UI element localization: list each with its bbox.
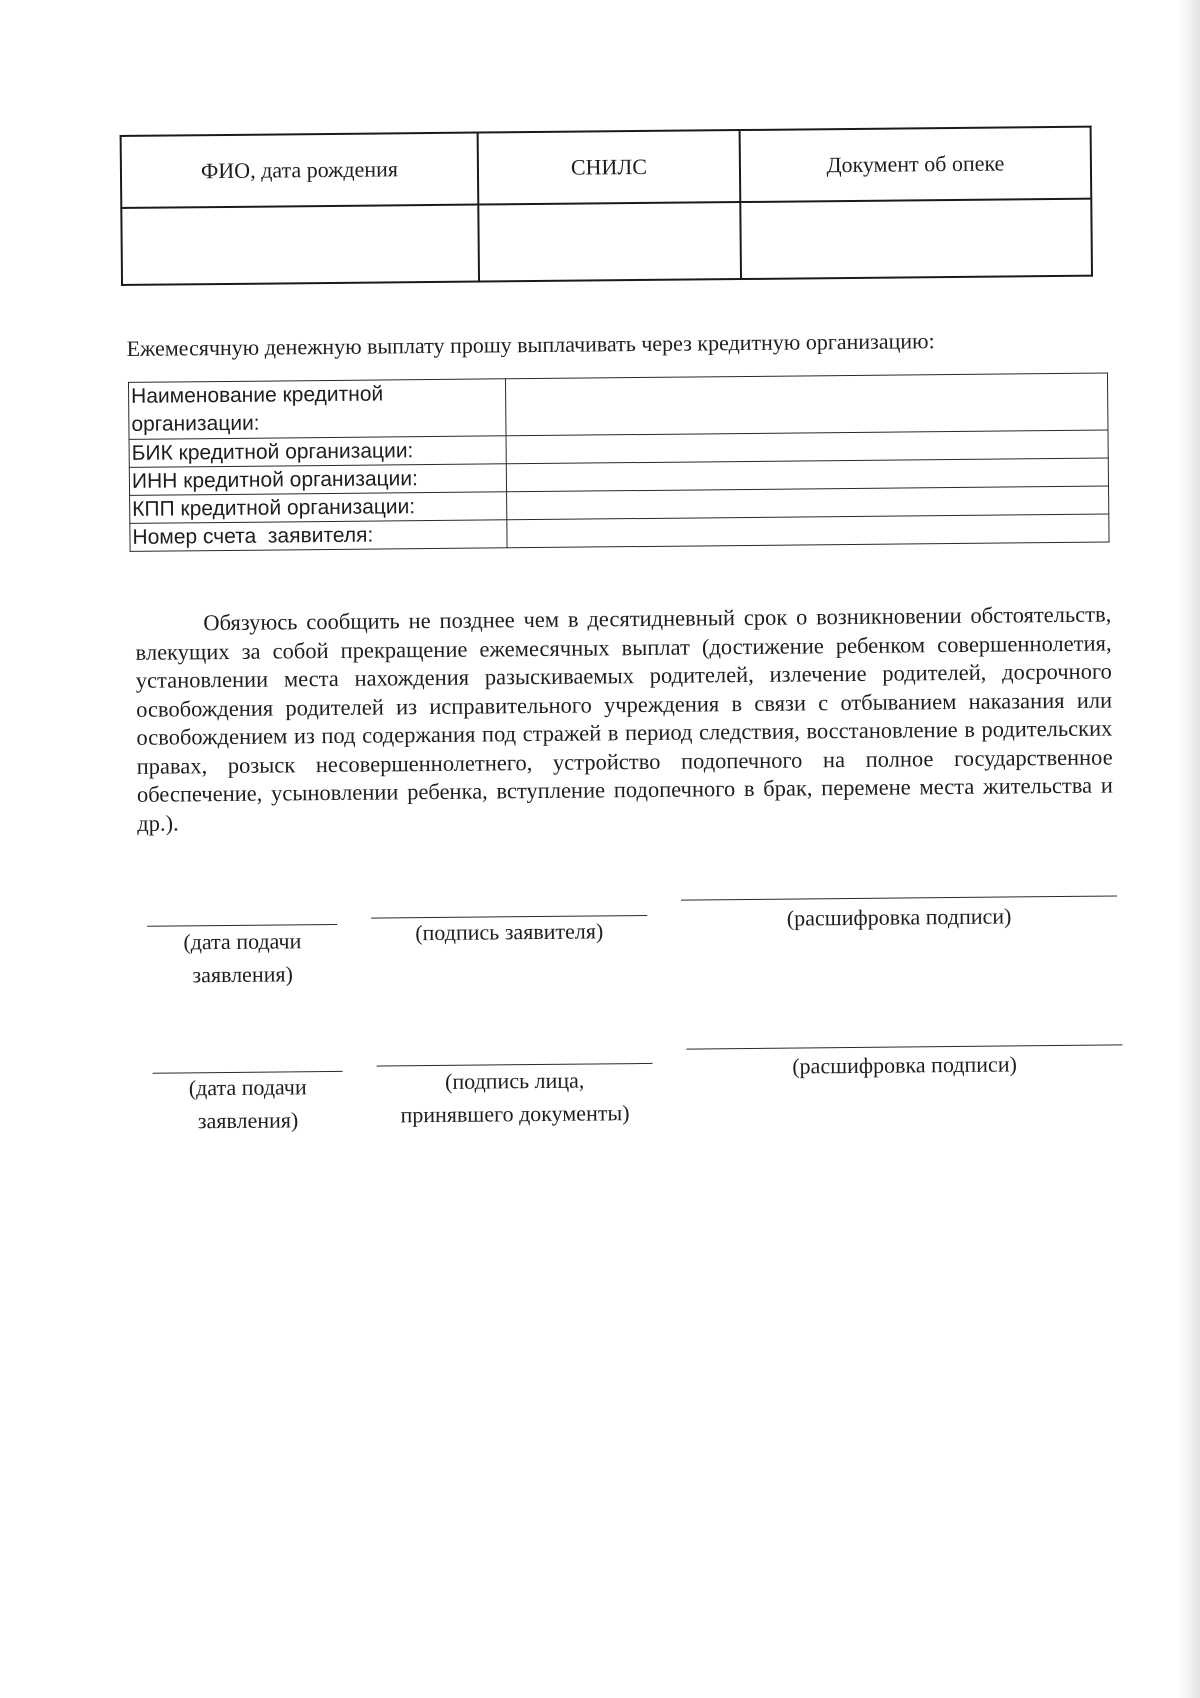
applicant-date-caption-line2: заявления) [192,961,293,988]
receiver-signature-caption-line2: принявшего документы) [400,1100,630,1128]
receiver-signature-caption [377,1063,654,1132]
bank-name-label [128,379,506,440]
receiver-signature-caption-line1: (подпись лица, [444,1067,585,1094]
guardian-table-header-row [121,127,1092,208]
payment-request-text: Ежемесячную денежную выплату прошу выплачивать через кредитную организацию: [126,328,935,361]
receiver-transcript-caption: (расшифровка подписи) [792,1051,1017,1079]
account-number-label: Номер счета заявителя: [130,520,507,552]
account-number-value[interactable] [507,514,1109,548]
bank-details-table [128,373,1110,552]
guardian-table [120,126,1093,286]
bank-row-name [128,373,1108,439]
cell-snils[interactable] [478,202,741,282]
header-guardianship-document: Документ об опеке [740,127,1092,202]
cell-guardianship-document[interactable] [740,199,1092,279]
applicant-transcript-caption: (расшифровка подписи) [786,903,1012,931]
bank-name-value[interactable] [505,373,1108,436]
bank-name-label-line2: организации: [131,411,260,436]
receiver-date-caption-line2: заявления) [197,1107,299,1134]
inn-label: ИНН кредитной организации: [129,464,506,496]
kpp-label: КПП кредитной организации: [130,492,507,524]
bik-label: БИК кредитной организации: [129,436,506,468]
applicant-date-caption-line1: (дата подачи [183,928,302,955]
header-full-name-birthdate: ФИО, дата рождения [121,133,479,208]
applicant-signature-caption: (подпись заявителя) [415,918,604,946]
cell-full-name-birthdate[interactable] [121,205,479,285]
applicant-date-caption [147,924,338,992]
receiver-date-caption-line1: (дата подачи [188,1074,307,1101]
bank-name-label-line1: Наименование кредитной [131,382,384,408]
receiver-date-caption [153,1070,344,1138]
obligation-paragraph: Обязуюсь сообщить не позднее чем в десятидневный срок о возникновении обстоятельств, влекущих за собой прекращение ежемесячных выплат (достижение ребенком совершеннолетия, установлении места нахождения разыскиваемых родителей, излечение родителей, досрочного освобождения родителей из исправительного учреждения в связи с отбыванием наказания или освобождением из под содержания под стражей в период следствия, восстановление в родительских правах, розыск несовершеннолетнего, устройство подопечного на полное государственное обеспечение, усыновлении ребенка, вступление подопечного в брак, перемене места жительства и др.). [135,601,1114,836]
guardian-table-row [121,199,1092,285]
header-snils: СНИЛС [478,130,741,205]
